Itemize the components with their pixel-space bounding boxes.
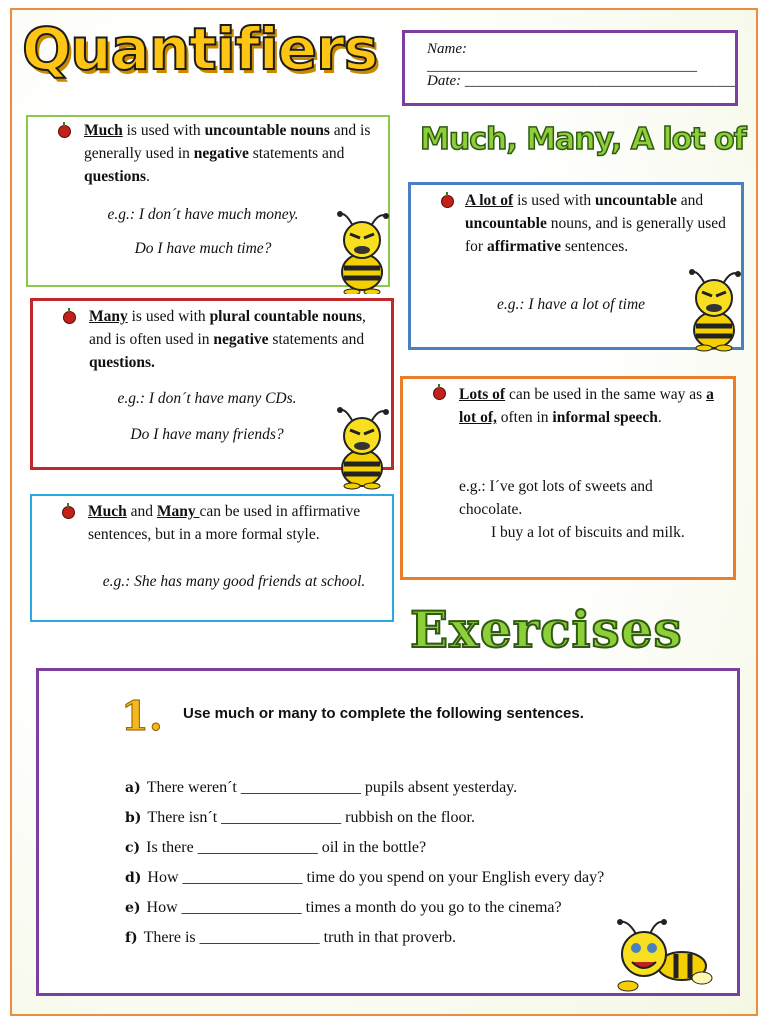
much-example-2: Do I have much time? (134, 240, 272, 257)
angry-bee-icon (326, 208, 396, 294)
exercise-instruction: Use much or many to complete the following sentences. (183, 705, 584, 722)
apple-icon (441, 195, 454, 208)
exercise-item[interactable]: e) How _______________ times a month do you go to the cinema? (125, 899, 562, 916)
many-example-1: e.g.: I don´t have many CDs. (117, 390, 297, 407)
exercise-number: 1. (121, 693, 163, 740)
formal-example: e.g.: She has many good friends at school. (102, 573, 366, 590)
apple-icon (58, 125, 71, 138)
subtitle: Much, Many, A lot of (420, 122, 746, 157)
lotsof-rule: Lots of can be used in the same way as a lot of, often in informal speech. (459, 386, 714, 426)
angry-bee-icon (326, 404, 396, 490)
page-title: Quantifiers (22, 15, 378, 83)
angry-bee-icon (678, 266, 748, 352)
happy-bee-icon (606, 918, 716, 998)
alotof-example: e.g.: I have a lot of time (496, 296, 646, 313)
lotsof-example-1: e.g.: I´ve got lots of sweets and chocolate. (459, 478, 653, 518)
exercises-heading: Exercises (410, 600, 683, 659)
much-rule: Much is used with uncountable nouns and is generally used in negative statements and questions. (84, 122, 371, 185)
apple-icon (63, 311, 76, 324)
formal-rule: Much and Many can be used in affirmative sentences, but in a more formal style. (88, 503, 361, 543)
many-example-2: Do I have many friends? (130, 426, 284, 443)
exercise-item[interactable]: c) Is there _______________ oil in the bottle? (125, 839, 427, 856)
apple-icon (62, 506, 75, 519)
date-field[interactable]: Date: ____________________________________ (427, 73, 735, 89)
formal-box (30, 494, 394, 622)
name-date-box (402, 30, 738, 106)
apple-icon (433, 387, 446, 400)
exercise-item[interactable]: d) How _______________ time do you spend on your English every day? (125, 869, 605, 886)
lotsof-box (400, 376, 736, 580)
much-example-1: e.g.: I don´t have much money. (107, 206, 299, 223)
lotsof-example-2: I buy a lot of biscuits and milk. (491, 524, 685, 541)
many-rule: Many is used with plural countable nouns, and is often used in negative statements and questions. (89, 308, 366, 371)
exercise-item[interactable]: f) There is _______________ truth in that proverb. (125, 929, 457, 946)
alotof-rule: A lot of is used with uncountable and uncountable nouns, and is generally used for affirmative sentences. (465, 192, 726, 255)
name-field[interactable]: Name: ____________________________________ (427, 41, 697, 74)
exercise-item[interactable]: a) There weren´t _______________ pupils absent yesterday. (125, 779, 518, 796)
exercise-item[interactable]: b) There isn´t _______________ rubbish on the floor. (125, 809, 475, 826)
